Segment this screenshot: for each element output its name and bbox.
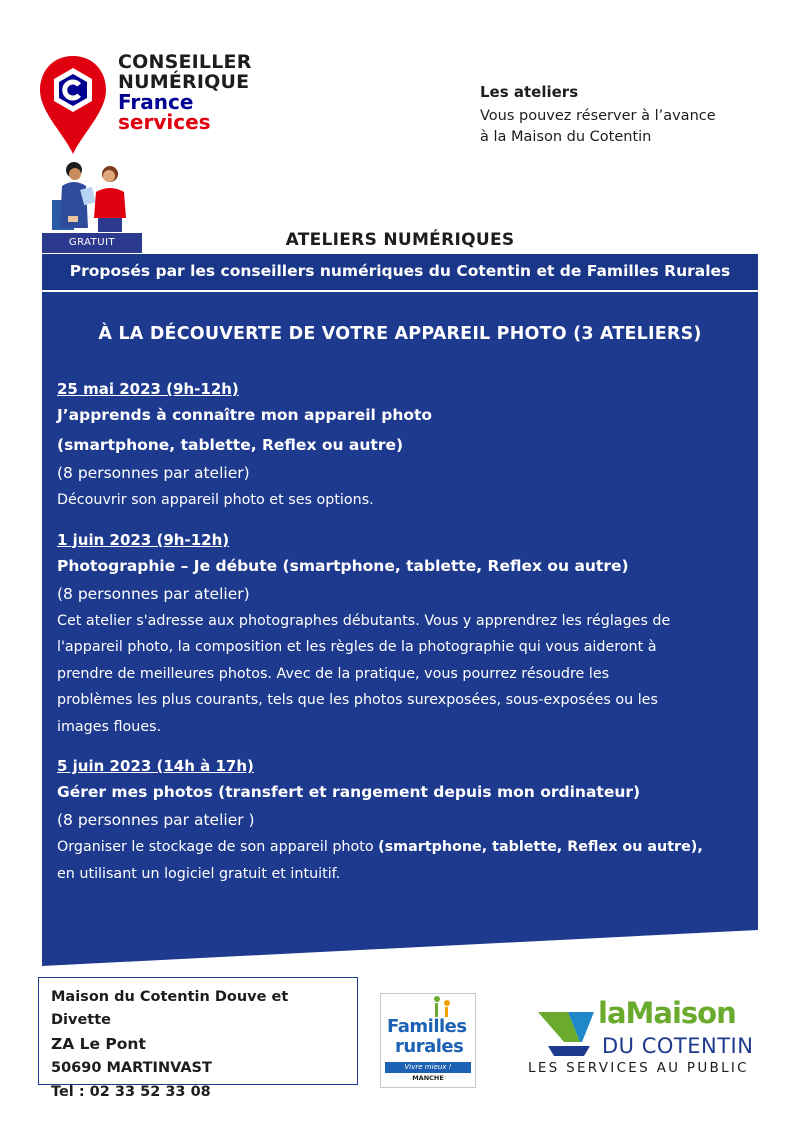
logo-line-3: France: [118, 90, 194, 114]
workshop-date: 25 mai 2023 (9h-12h): [57, 380, 239, 398]
slogan: Vivre mieux !: [385, 1062, 471, 1073]
location-pin-icon: [38, 50, 108, 160]
workshop-date: 5 juin 2023 (14h à 17h): [57, 757, 254, 775]
maison-cotentin-emblem-icon: [534, 1002, 604, 1058]
workshop-item: [57, 378, 747, 514]
maison-title: laMaison: [598, 996, 736, 1030]
department: MANCHE: [412, 1074, 444, 1082]
workshop-capacity: (8 personnes par atelier ): [57, 811, 255, 829]
address-box: [38, 977, 358, 1100]
workshop-capacity: (8 personnes par atelier): [57, 584, 250, 603]
workshop-description: Découvrir son appareil photo et ses options.: [57, 492, 374, 508]
workshop-title-line-2: (smartphone, tablette, Reflex ou autre): [57, 436, 404, 454]
workshop-description-line: [57, 834, 747, 861]
workshop-description-line: prendre de meilleures photos. Avec de la pratique, vous pourrez résoudre les: [57, 665, 610, 682]
address-name: Maison du Cotentin Douve et Divette: [51, 989, 289, 1028]
address-street: ZA Le Pont: [51, 1035, 146, 1053]
page-title: ATELIERS NUMÉRIQUES: [285, 230, 515, 250]
logo-text: [118, 52, 252, 132]
workshop-description-line: l'appareil photo, la composition et les règles de la photographie qui vous aideront à: [57, 639, 657, 655]
workshop-date: 1 juin 2023 (9h-12h): [57, 530, 230, 549]
logo-line-1: CONSEILLER: [118, 51, 252, 73]
workshop-title: J’apprends à connaître mon appareil photo: [57, 406, 433, 424]
intro-text: [480, 82, 716, 148]
description-devices: (smartphone, tablette, Reflex ou autre),: [378, 839, 703, 855]
familles-word: Familles: [387, 1016, 467, 1037]
workshop-title: Gérer mes photos (transfert et rangement depuis mon ordinateur): [57, 783, 641, 801]
section-title: À LA DÉCOUVERTE DE VOTRE APPAREIL PHOTO (3 ATELIERS): [98, 324, 702, 344]
workshop-description-line: problèmes les plus courants, tels que les photos surexposées, sous-exposées ou les: [57, 692, 658, 708]
people-illustration: [44, 156, 140, 236]
workshop-description-line: images floues.: [57, 718, 162, 735]
workshop-item: [57, 755, 747, 887]
workshop-title: Photographie – Je débute (smartphone, tablette, Reflex ou autre): [57, 556, 629, 575]
address-phone: Tel : 02 33 52 33 08: [51, 1084, 211, 1100]
description-text: Organiser le stockage de son appareil photo: [57, 839, 379, 855]
workshops-list: [57, 378, 747, 902]
workshop-item: [57, 529, 747, 741]
workshop-description-line: Cet atelier s'adresse aux photographes débutants. Vous y apprendrez les réglages de: [57, 612, 671, 629]
familles-rurales-logo: [380, 993, 476, 1088]
workshop-capacity: (8 personnes par atelier): [57, 464, 250, 482]
free-badge: GRATUIT: [42, 233, 142, 253]
intro-line-2: à la Maison du Cotentin: [480, 129, 652, 145]
address-city: 50690 MARTINVAST: [51, 1060, 212, 1076]
intro-title: Les ateliers: [480, 83, 579, 101]
page-subtitle: Proposés par les conseillers numériques du Cotentin et de Familles Rurales: [69, 262, 731, 280]
intro-line-1: Vous pouvez réserver à l’avance: [480, 108, 716, 124]
rurales-word: rurales: [395, 1036, 464, 1057]
workshop-description-line: en utilisant un logiciel gratuit et intuitif.: [57, 865, 341, 882]
figures-icon: [381, 994, 477, 1018]
maison-subtitle: DU COTENTIN: [602, 1034, 754, 1058]
logo-line-2: NUMÉRIQUE: [118, 71, 250, 93]
conseiller-numerique-logo: [38, 50, 252, 160]
logo-line-4: services: [118, 110, 211, 134]
maison-tagline: LES SERVICES AU PUBLIC: [528, 1060, 749, 1076]
maison-cotentin-logo: [526, 996, 766, 1080]
